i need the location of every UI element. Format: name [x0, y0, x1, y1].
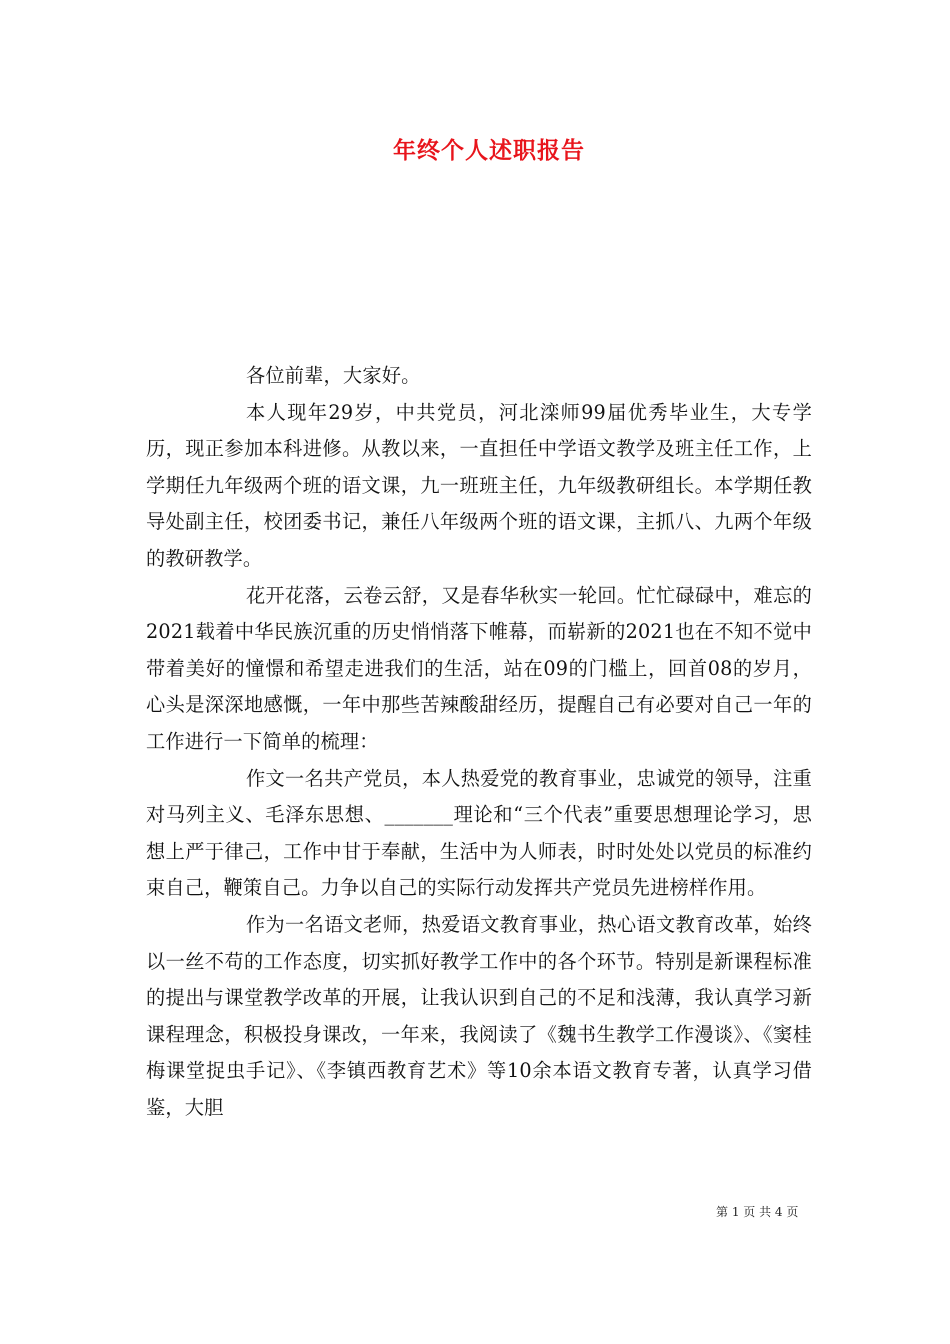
paragraph-reflection: 花开花落，云卷云舒，又是春华秋实一轮回。忙忙碌碌中，难忘的2021载着中华民族沉重的历史悄悄落下帷幕，而崭新的2021也在不知不觉中带着美好的憧憬和希望走进我们的生活，站在09的门槛上，回首08的岁月，心头是深深地感慨，一年中那些苦辣酸甜经历，提醒自己有必要对自己一年的工作进行一下简单的梳理： [146, 583, 812, 753]
paragraph-teaching: 作为一名语文老师，热爱语文教育事业，热心语文教育改革，始终以一丝不苟的工作态度，切实抓好教学工作中的各个环节。特别是新课程标准的提出与课堂教学改革的开展，让我认识到自己的不足和浅薄，我认真学习新课程理念，积极投身课改，一年来，我阅读了《魏书生教学工作漫谈》、《窦桂梅课堂捉虫手记》、《李镇西教育艺术》等10余本语文教育专著，认真学习借鉴，大胆 [146, 912, 812, 1119]
document-body [146, 358, 812, 1126]
paragraph-party-member: 作文一名共产党员，本人热爱党的教育事业，忠诚党的领导，注重对马列主义、毛泽东思想、_______理论和“三个代表”重要思想理论学习，思想上严于律己，工作中甘于奉献，生活中为人师表，时时处处以党员的标准约束自己，鞭策自己。力争以自己的实际行动发挥共产党员先进榜样作用。 [146, 766, 812, 900]
paragraph-greeting: 各位前辈，大家好。 [246, 364, 421, 387]
page-number-footer: 第 1 页 共 4 页 [716, 1205, 799, 1219]
document-title: 年终个人述职报告 [393, 137, 585, 164]
paragraph-introduction: 本人现年29岁，中共党员，河北滦师99届优秀毕业生，大专学历，现正参加本科进修。从教以来，一直担任中学语文教学及班主任工作，上学期任九年级两个班的语文课，九一班班主任，九年级教研组长。本学期任教导处副主任，校团委书记，兼任八年级两个班的语文课，主抓八、九两个年级的教研教学。 [146, 400, 812, 570]
